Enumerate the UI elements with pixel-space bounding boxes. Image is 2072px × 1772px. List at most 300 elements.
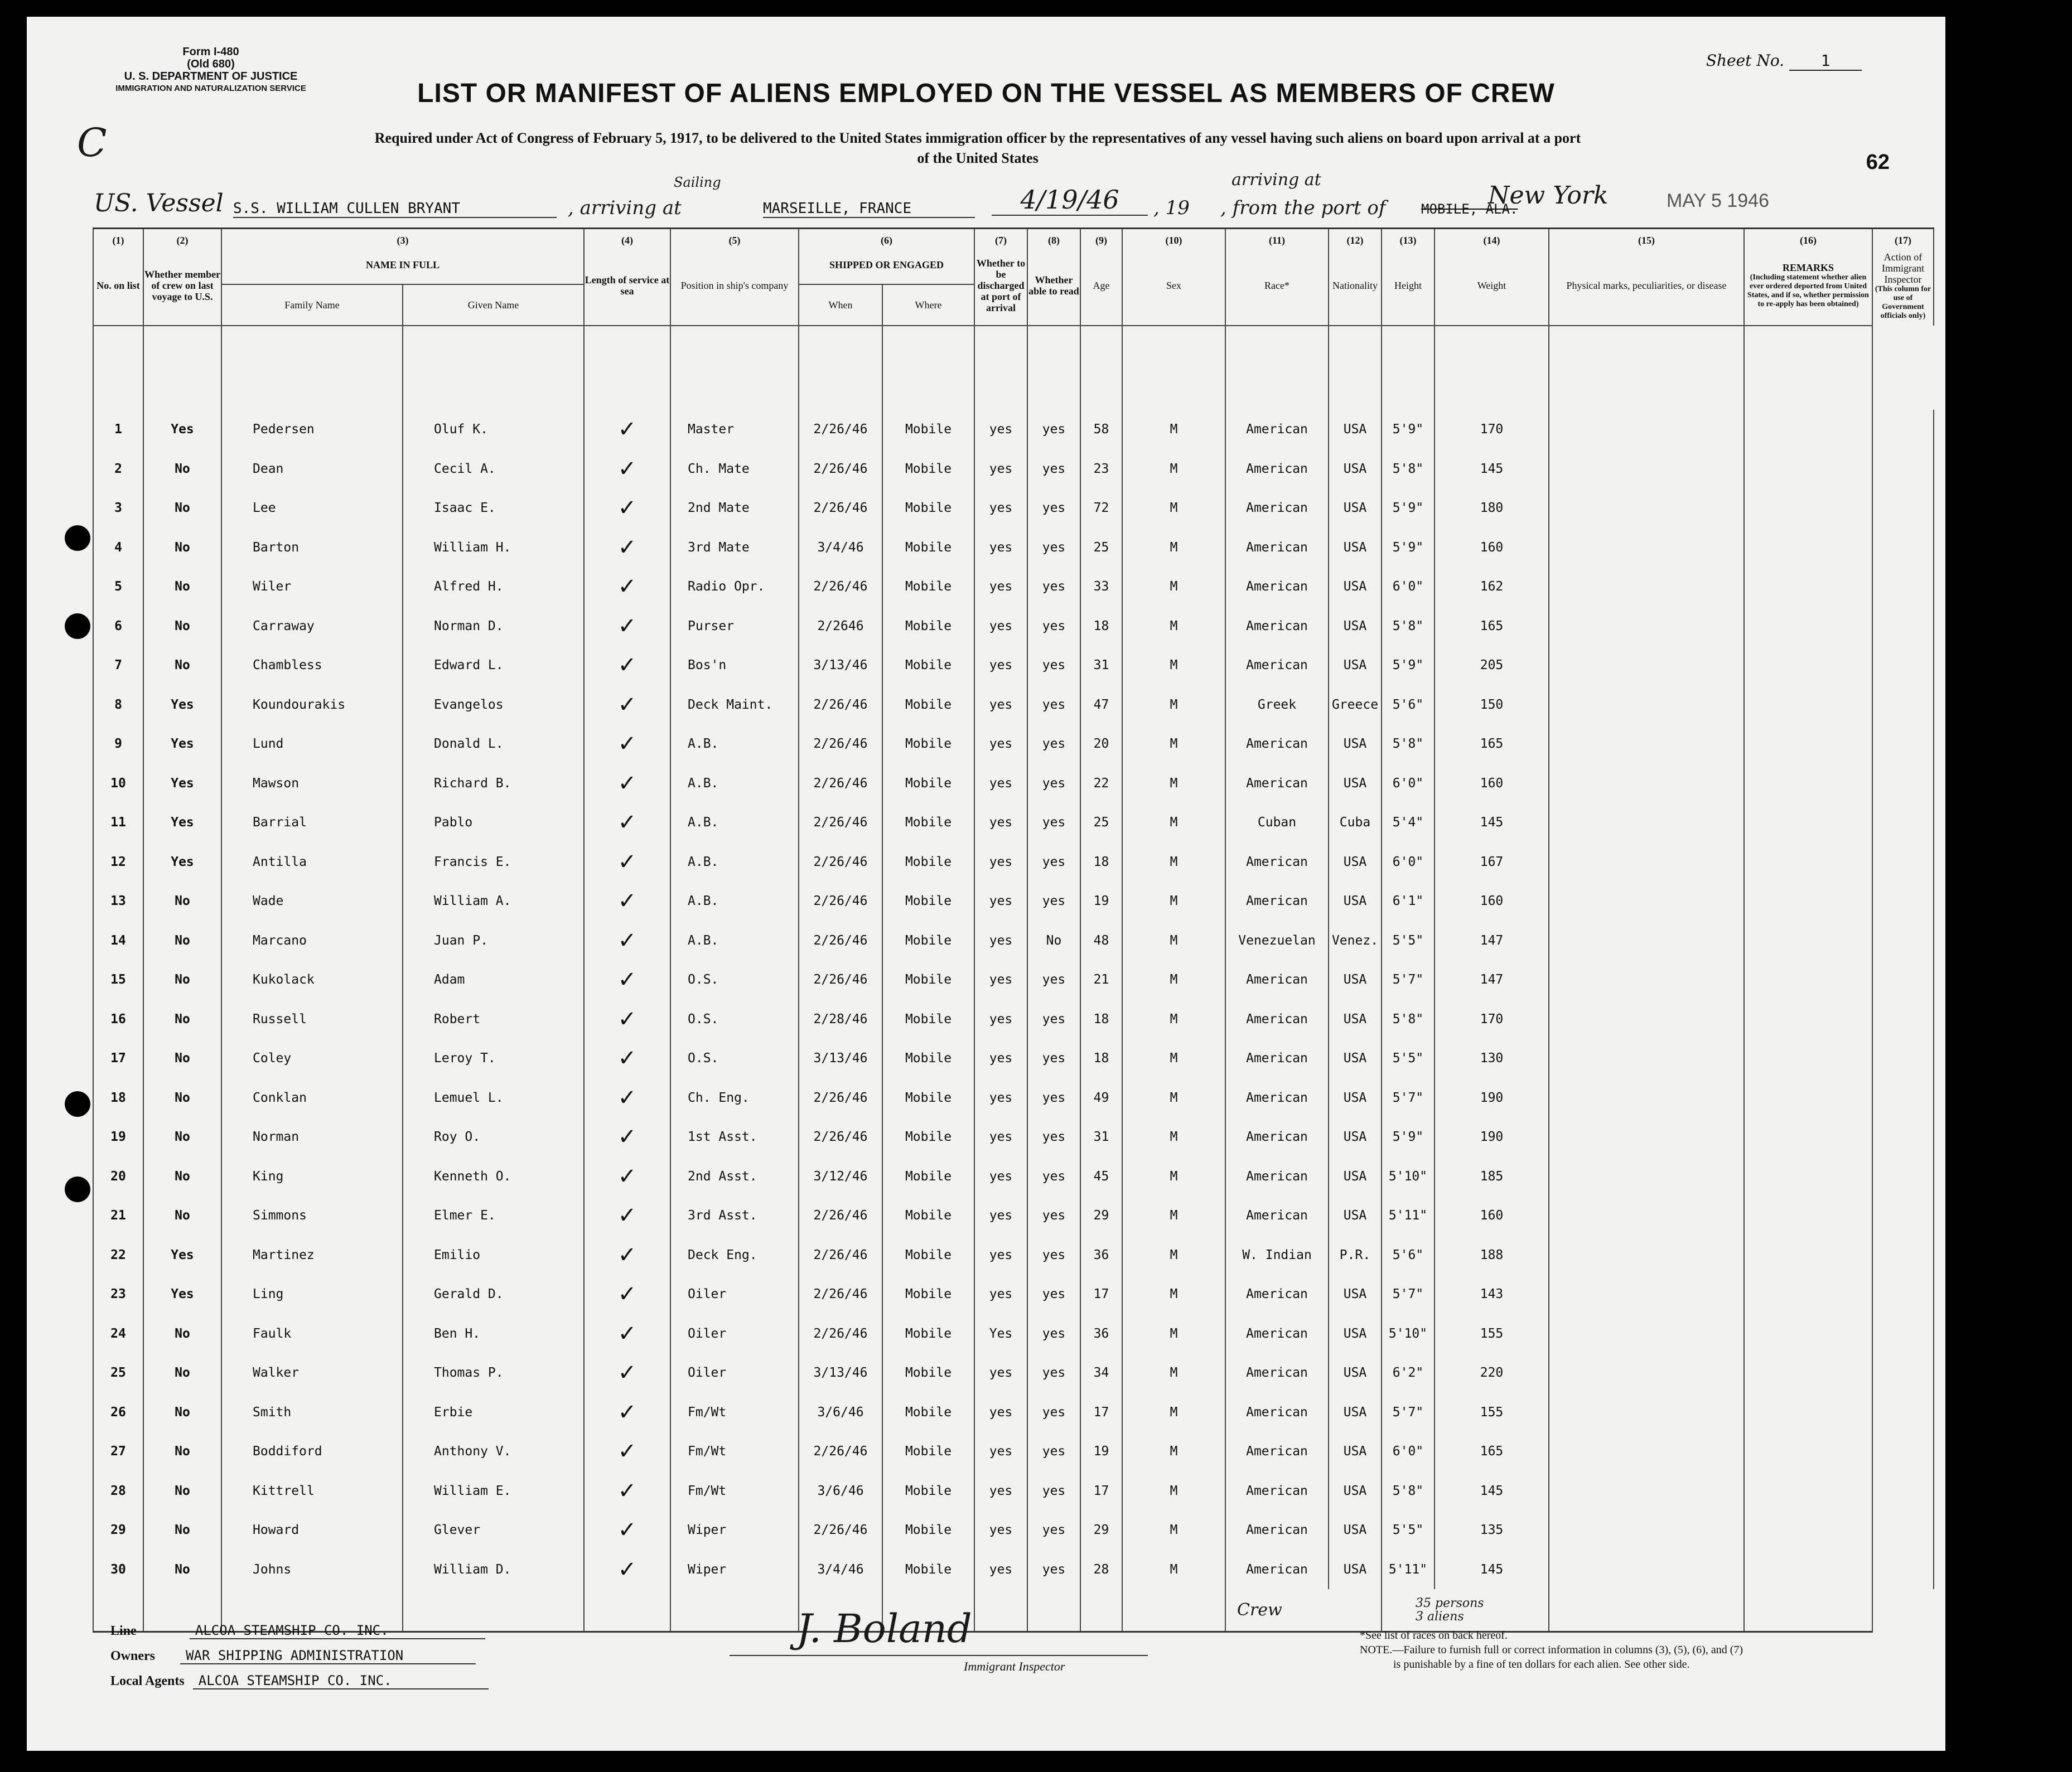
nationality-cell: USA (1329, 449, 1382, 489)
race-cell: American (1225, 410, 1329, 449)
given-name-cell: Leroy T. (403, 1039, 584, 1078)
inspector-signature: J. Boland (796, 1606, 972, 1652)
family-name-cell: Simmons (221, 1196, 403, 1236)
empty-cell (1549, 1550, 1744, 1590)
col-header-service: Length of service at sea (584, 246, 670, 326)
age-cell: 22 (1080, 764, 1122, 803)
from-port-label: , from the port of (1220, 197, 1386, 219)
family-name-cell: Coley (221, 1039, 403, 1078)
row-number-cell: 19 (93, 1117, 143, 1157)
able-to-read-cell: yes (1027, 1314, 1080, 1354)
age-cell: 29 (1080, 1196, 1122, 1236)
age-cell: 20 (1080, 724, 1122, 764)
empty-cell (1744, 882, 1872, 921)
table-row (93, 921, 1934, 961)
col-num-6: (6) (799, 229, 974, 246)
able-to-read-cell: yes (1027, 1432, 1080, 1471)
shipped-when-cell: 2/26/46 (799, 764, 882, 803)
empty-cell (1549, 1196, 1744, 1236)
service-check-cell: ✓ (584, 1157, 670, 1197)
service-check-cell: ✓ (584, 607, 670, 646)
service-check-cell: ✓ (584, 567, 670, 607)
empty-cell (1872, 1353, 1934, 1393)
empty-cell (1744, 567, 1872, 607)
vessel-info-line (94, 170, 1890, 226)
col-header-given-name: Given Name (403, 284, 584, 326)
age-cell: 45 (1080, 1157, 1122, 1197)
able-to-read-cell: yes (1027, 410, 1080, 449)
age-cell: 29 (1080, 1510, 1122, 1550)
crew-rows (93, 410, 1934, 1589)
table-row (93, 1039, 1934, 1078)
able-to-read-cell: yes (1027, 960, 1080, 1000)
weight-cell: 145 (1435, 1550, 1549, 1590)
empty-cell (1872, 685, 1934, 725)
position-cell: Ch. Eng. (670, 1078, 799, 1118)
discharged-cell: yes (974, 843, 1027, 882)
empty-cell (1549, 764, 1744, 803)
last-voyage-cell: No (143, 1039, 221, 1078)
weight-cell: 165 (1435, 607, 1549, 646)
last-voyage-cell: Yes (143, 843, 221, 882)
race-cell: Venezuelan (1225, 921, 1329, 961)
family-name-cell: Marcano (221, 921, 403, 961)
empty-cell (1872, 1275, 1934, 1314)
shipped-where-cell: Mobile (882, 764, 974, 803)
last-voyage-cell: No (143, 646, 221, 685)
able-to-read-cell: yes (1027, 646, 1080, 685)
empty-cell (1872, 764, 1934, 803)
position-cell: 2nd Mate (670, 488, 799, 528)
empty-cell (1872, 1196, 1934, 1236)
able-to-read-cell: yes (1027, 1471, 1080, 1511)
position-cell: Wiper (670, 1510, 799, 1550)
subtitle-line-2: of the United States (917, 150, 1039, 166)
page-title: LIST OR MANIFEST OF ALIENS EMPLOYED ON THE VESSEL AS MEMBERS OF CREW (417, 79, 1555, 108)
note-races: *See list of races on back hereof. (1360, 1629, 1508, 1642)
nationality-cell: USA (1329, 764, 1382, 803)
table-row (93, 1117, 1934, 1157)
discharged-cell: yes (974, 1117, 1027, 1157)
last-voyage-cell: No (143, 921, 221, 961)
empty-cell (1744, 449, 1872, 489)
shipped-when-cell: 2/28/46 (799, 1000, 882, 1039)
position-cell: 1st Asst. (670, 1117, 799, 1157)
empty-cell (1549, 567, 1744, 607)
age-cell: 19 (1080, 882, 1122, 921)
last-voyage-cell: No (143, 528, 221, 568)
table-row (93, 449, 1934, 489)
able-to-read-cell: yes (1027, 1196, 1080, 1236)
position-cell: A.B. (670, 882, 799, 921)
row-number-cell: 2 (93, 449, 143, 489)
signature-line (730, 1655, 1148, 1656)
shipped-when-cell: 2/26/46 (799, 410, 882, 449)
able-to-read-cell: yes (1027, 1550, 1080, 1590)
empty-cell (1744, 1550, 1872, 1590)
shipped-when-cell: 3/6/46 (799, 1393, 882, 1432)
position-cell: Oiler (670, 1314, 799, 1354)
last-voyage-cell: No (143, 1432, 221, 1471)
row-number-cell: 5 (93, 567, 143, 607)
shipped-where-cell: Mobile (882, 1078, 974, 1118)
shipped-where-cell: Mobile (882, 803, 974, 843)
race-cell: American (1225, 1039, 1329, 1078)
height-cell: 5'7" (1382, 1275, 1435, 1314)
able-to-read-cell: yes (1027, 1353, 1080, 1393)
row-number-cell: 10 (93, 764, 143, 803)
empty-cell (1549, 528, 1744, 568)
family-name-cell: Dean (221, 449, 403, 489)
row-number-cell: 8 (93, 685, 143, 725)
col-header-discharged: Whether to be discharged at port of arrival (974, 246, 1027, 326)
shipped-where-cell: Mobile (882, 1432, 974, 1471)
position-cell: Purser (670, 607, 799, 646)
height-cell: 5'11" (1382, 1196, 1435, 1236)
shipped-where-cell: Mobile (882, 1236, 974, 1275)
empty-cell (1872, 960, 1934, 1000)
able-to-read-cell: yes (1027, 843, 1080, 882)
empty-cell (1872, 1550, 1934, 1590)
race-cell: American (1225, 960, 1329, 1000)
nationality-cell: USA (1329, 607, 1382, 646)
sheet-number (1706, 51, 1862, 71)
last-voyage-cell: No (143, 1157, 221, 1197)
height-cell: 5'5" (1382, 921, 1435, 961)
empty-cell (1744, 528, 1872, 568)
race-cell: American (1225, 1000, 1329, 1039)
family-name-cell: Kittrell (221, 1471, 403, 1511)
sex-cell: M (1122, 1550, 1225, 1590)
col-header-no: No. on list (93, 246, 143, 326)
age-cell: 17 (1080, 1393, 1122, 1432)
nationality-cell: USA (1329, 1000, 1382, 1039)
last-voyage-cell: No (143, 1000, 221, 1039)
empty-cell (1872, 1039, 1934, 1078)
table-row (93, 882, 1934, 921)
service-check-cell: ✓ (584, 764, 670, 803)
empty-cell (1744, 1275, 1872, 1314)
table-row (93, 410, 1934, 449)
corner-mark: C (77, 120, 107, 166)
shipped-where-cell: Mobile (882, 882, 974, 921)
weight-cell: 160 (1435, 882, 1549, 921)
sex-cell: M (1122, 1196, 1225, 1236)
given-name-cell: Emilio (403, 1236, 584, 1275)
sex-cell: M (1122, 410, 1225, 449)
shipped-where-cell: Mobile (882, 488, 974, 528)
empty-cell (1744, 1157, 1872, 1197)
family-name-cell: Koundourakis (221, 685, 403, 725)
empty-cell (1549, 803, 1744, 843)
shipped-where-cell: Mobile (882, 1510, 974, 1550)
family-name-cell: Lund (221, 724, 403, 764)
empty-cell (1872, 1393, 1934, 1432)
weight-cell: 147 (1435, 921, 1549, 961)
nationality-cell: USA (1329, 1314, 1382, 1354)
last-voyage-cell: No (143, 607, 221, 646)
empty-cell (1549, 921, 1744, 961)
table-row (93, 843, 1934, 882)
empty-cell (1549, 1157, 1744, 1197)
race-cell: Greek (1225, 685, 1329, 725)
sex-cell: M (1122, 764, 1225, 803)
last-voyage-cell: No (143, 1117, 221, 1157)
height-cell: 5'9" (1382, 1117, 1435, 1157)
shipped-when-cell: 3/4/46 (799, 528, 882, 568)
position-cell: 3rd Asst. (670, 1196, 799, 1236)
position-cell: Deck Eng. (670, 1236, 799, 1275)
age-cell: 18 (1080, 607, 1122, 646)
discharged-cell: yes (974, 764, 1027, 803)
given-name-cell: Erbie (403, 1393, 584, 1432)
position-cell: Master (670, 410, 799, 449)
shipped-where-cell: Mobile (882, 1353, 974, 1393)
owners-value: WAR SHIPPING ADMINISTRATION (180, 1648, 476, 1664)
race-cell: American (1225, 449, 1329, 489)
discharged-cell: yes (974, 1078, 1027, 1118)
row-number-cell: 29 (93, 1510, 143, 1550)
last-voyage-cell: Yes (143, 1236, 221, 1275)
weight-cell: 165 (1435, 1432, 1549, 1471)
discharged-cell: yes (974, 1471, 1027, 1511)
col-header-read: Whether able to read (1027, 246, 1080, 326)
discharged-cell: yes (974, 1236, 1027, 1275)
height-cell: 6'0" (1382, 567, 1435, 607)
height-cell: 5'8" (1382, 449, 1435, 489)
row-number-cell: 13 (93, 882, 143, 921)
able-to-read-cell: yes (1027, 724, 1080, 764)
shipped-when-cell: 2/26/46 (799, 1510, 882, 1550)
given-name-cell: Glever (403, 1510, 584, 1550)
nationality-cell: USA (1329, 1471, 1382, 1511)
race-cell: American (1225, 1275, 1329, 1314)
given-name-cell: Ben H. (403, 1314, 584, 1354)
given-name-cell: William H. (403, 528, 584, 568)
empty-cell (1549, 1000, 1744, 1039)
sheet-value: 1 (1789, 51, 1862, 71)
inspector-action-note: (This column for use of Government officials only) (1875, 284, 1931, 320)
shipped-when-cell: 2/26/46 (799, 488, 882, 528)
shipped-when-cell: 2/26/46 (799, 567, 882, 607)
race-cell: American (1225, 528, 1329, 568)
race-cell: American (1225, 882, 1329, 921)
sex-cell: M (1122, 843, 1225, 882)
position-cell: O.S. (670, 960, 799, 1000)
col-header-height: Height (1382, 246, 1435, 326)
given-name-cell: Kenneth O. (403, 1157, 584, 1197)
sex-cell: M (1122, 1000, 1225, 1039)
last-voyage-cell: No (143, 1550, 221, 1590)
race-cell: American (1225, 1353, 1329, 1393)
position-cell: Fm/Wt (670, 1471, 799, 1511)
handwritten-arriving: arriving at (1231, 170, 1321, 190)
last-voyage-cell: Yes (143, 803, 221, 843)
sex-cell: M (1122, 1157, 1225, 1197)
col-header-last-voyage: Whether member of crew on last voyage to U.S. (143, 246, 221, 326)
shipped-where-cell: Mobile (882, 1117, 974, 1157)
race-cell: American (1225, 843, 1329, 882)
handwritten-aliens: 3 aliens (1416, 1609, 1464, 1624)
weight-cell: 160 (1435, 1196, 1549, 1236)
service-check-cell: ✓ (584, 1000, 670, 1039)
service-check-cell: ✓ (584, 1510, 670, 1550)
family-name-cell: Howard (221, 1510, 403, 1550)
empty-cell (1872, 724, 1934, 764)
shipped-when-cell: 2/26/46 (799, 1275, 882, 1314)
shipped-where-cell: Mobile (882, 1275, 974, 1314)
position-cell: O.S. (670, 1000, 799, 1039)
height-cell: 5'5" (1382, 1039, 1435, 1078)
last-voyage-cell: No (143, 1471, 221, 1511)
discharged-cell: yes (974, 1157, 1027, 1197)
service-check-cell: ✓ (584, 1078, 670, 1118)
family-name-cell: Walker (221, 1353, 403, 1393)
shipped-where-cell: Mobile (882, 921, 974, 961)
nationality-cell: USA (1329, 882, 1382, 921)
age-cell: 49 (1080, 1078, 1122, 1118)
shipped-when-cell: 2/26/46 (799, 449, 882, 489)
table-row (93, 646, 1934, 685)
line-value: ALCOA STEAMSHIP CO. INC. (190, 1623, 485, 1639)
age-cell: 23 (1080, 449, 1122, 489)
weight-cell: 162 (1435, 567, 1549, 607)
height-cell: 5'8" (1382, 724, 1435, 764)
height-cell: 6'2" (1382, 1353, 1435, 1393)
empty-cell (1549, 724, 1744, 764)
height-cell: 5'8" (1382, 1000, 1435, 1039)
age-cell: 21 (1080, 960, 1122, 1000)
table-row (93, 803, 1934, 843)
date-stamp: MAY 5 1946 (1667, 190, 1769, 211)
empty-cell (1744, 921, 1872, 961)
empty-cell (1549, 1353, 1744, 1393)
shipped-where-cell: Mobile (882, 1157, 974, 1197)
handwritten-crew: Crew (1225, 1589, 1382, 1632)
weight-cell: 185 (1435, 1157, 1549, 1197)
handwritten-persons: 35 persons (1416, 1596, 1484, 1610)
weight-cell: 220 (1435, 1353, 1549, 1393)
empty-cell (1744, 843, 1872, 882)
height-cell: 5'6" (1382, 685, 1435, 725)
empty-cell (1744, 960, 1872, 1000)
able-to-read-cell: yes (1027, 567, 1080, 607)
discharged-cell: yes (974, 1000, 1027, 1039)
discharged-cell: yes (974, 646, 1027, 685)
service-check-cell: ✓ (584, 685, 670, 725)
col-num-14: (14) (1435, 229, 1549, 246)
service-check-cell: ✓ (584, 1432, 670, 1471)
able-to-read-cell: yes (1027, 803, 1080, 843)
empty-cell (1744, 488, 1872, 528)
discharged-cell: yes (974, 1275, 1027, 1314)
table-row (93, 1275, 1934, 1314)
sex-cell: M (1122, 607, 1225, 646)
position-cell: Bos'n (670, 646, 799, 685)
sex-cell: M (1122, 1510, 1225, 1550)
age-cell: 48 (1080, 921, 1122, 961)
empty-cell (1872, 1078, 1934, 1118)
last-voyage-cell: Yes (143, 764, 221, 803)
weight-cell: 170 (1435, 1000, 1549, 1039)
shipped-where-cell: Mobile (882, 843, 974, 882)
service-check-cell: ✓ (584, 528, 670, 568)
sex-cell: M (1122, 1117, 1225, 1157)
height-cell: 5'7" (1382, 1393, 1435, 1432)
empty-cell (1549, 410, 1744, 449)
agents-value: ALCOA STEAMSHIP CO. INC. (193, 1673, 489, 1689)
service-check-cell: ✓ (584, 843, 670, 882)
nationality-cell: USA (1329, 1157, 1382, 1197)
discharged-cell: yes (974, 882, 1027, 921)
sex-cell: M (1122, 1314, 1225, 1354)
empty-cell (1872, 1510, 1934, 1550)
row-number-cell: 23 (93, 1275, 143, 1314)
weight-cell: 145 (1435, 803, 1549, 843)
shipped-where-cell: Mobile (882, 685, 974, 725)
given-name-cell: Adam (403, 960, 584, 1000)
able-to-read-cell: yes (1027, 1000, 1080, 1039)
weight-cell: 147 (1435, 960, 1549, 1000)
col-num-13: (13) (1382, 229, 1435, 246)
discharged-cell: yes (974, 1550, 1027, 1590)
race-cell: American (1225, 1510, 1329, 1550)
empty-cell (1744, 646, 1872, 685)
col-num-11: (11) (1225, 229, 1329, 246)
given-name-cell: Elmer E. (403, 1196, 584, 1236)
sex-cell: M (1122, 646, 1225, 685)
race-cell: American (1225, 607, 1329, 646)
row-number-cell: 28 (93, 1471, 143, 1511)
row-number-cell: 27 (93, 1432, 143, 1471)
race-cell: American (1225, 724, 1329, 764)
family-name-cell: Johns (221, 1550, 403, 1590)
table-row (93, 1000, 1934, 1039)
empty-cell (1872, 449, 1934, 489)
service-check-cell: ✓ (584, 1353, 670, 1393)
given-name-cell: Edward L. (403, 646, 584, 685)
owners-label: Owners (110, 1649, 155, 1663)
empty-cell (1549, 1078, 1744, 1118)
age-cell: 47 (1080, 685, 1122, 725)
last-voyage-cell: No (143, 488, 221, 528)
discharged-cell: yes (974, 724, 1027, 764)
last-voyage-cell: No (143, 1510, 221, 1550)
nationality-cell: USA (1329, 1196, 1382, 1236)
weight-cell: 160 (1435, 528, 1549, 568)
position-cell: 2nd Asst. (670, 1157, 799, 1197)
shipped-when-cell: 2/26/46 (799, 1314, 882, 1354)
race-cell: Cuban (1225, 803, 1329, 843)
able-to-read-cell: yes (1027, 1510, 1080, 1550)
agents-field (110, 1673, 489, 1689)
shipped-where-cell: Mobile (882, 646, 974, 685)
nationality-cell: USA (1329, 488, 1382, 528)
able-to-read-cell: yes (1027, 882, 1080, 921)
family-name-cell: Lee (221, 488, 403, 528)
row-number-cell: 24 (93, 1314, 143, 1354)
row-number-cell: 26 (93, 1393, 143, 1432)
height-cell: 5'7" (1382, 960, 1435, 1000)
discharged-cell: yes (974, 1196, 1027, 1236)
header-spacer-row (93, 326, 1934, 410)
able-to-read-cell: yes (1027, 488, 1080, 528)
shipped-when-cell: 2/26/46 (799, 1117, 882, 1157)
nationality-cell: USA (1329, 1275, 1382, 1314)
row-number-cell: 18 (93, 1078, 143, 1118)
shipped-when-cell: 2/26/46 (799, 960, 882, 1000)
height-cell: 5'9" (1382, 528, 1435, 568)
